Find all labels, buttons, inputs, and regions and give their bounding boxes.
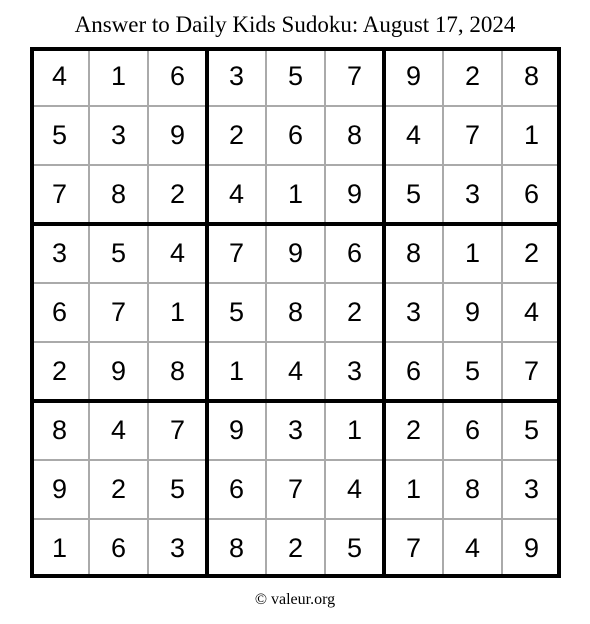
sudoku-cell: 3 (346, 356, 363, 386)
sudoku-cell: 8 (51, 415, 68, 445)
sudoku-cell: 9 (523, 533, 540, 563)
sudoku-cell: 5 (464, 356, 481, 386)
sudoku-cell: 1 (346, 415, 363, 445)
sudoku-cell: 1 (110, 61, 127, 91)
sudoku-cell: 4 (346, 474, 363, 504)
sudoku-cell: 9 (346, 179, 363, 209)
sudoku-cell: 8 (405, 238, 422, 268)
sudoku-cell: 7 (51, 179, 68, 209)
sudoku-cell: 4 (464, 533, 481, 563)
sudoku-cell: 5 (51, 120, 68, 150)
sudoku-cell: 8 (346, 120, 363, 150)
sudoku-cell: 1 (51, 533, 68, 563)
sudoku-cell: 9 (51, 474, 68, 504)
sudoku-cell: 6 (110, 533, 127, 563)
sudoku-cell: 9 (169, 120, 186, 150)
sudoku-cell: 6 (523, 179, 540, 209)
sudoku-cell: 2 (228, 120, 245, 150)
sudoku-cell: 3 (228, 61, 245, 91)
sudoku-cell: 9 (405, 61, 422, 91)
sudoku-cell: 4 (51, 61, 68, 91)
sudoku-cell: 4 (169, 238, 186, 268)
sudoku-cell: 3 (287, 415, 304, 445)
sudoku-cell: 7 (464, 120, 481, 150)
copyright-footer: © valeur.org (254, 591, 336, 608)
sudoku-cell: 7 (110, 297, 127, 327)
sudoku-cell: 9 (228, 415, 245, 445)
sudoku-cell: 1 (523, 120, 540, 150)
sudoku-cell: 3 (169, 533, 186, 563)
page-title: Answer to Daily Kids Sudoku: August 17, 2024 (74, 12, 516, 37)
sudoku-cell: 5 (110, 238, 127, 268)
sudoku-cell: 6 (464, 415, 481, 445)
sudoku-cell: 6 (51, 297, 68, 327)
sudoku-cell: 5 (287, 61, 304, 91)
sudoku-cell: 1 (464, 238, 481, 268)
sudoku-cell: 8 (228, 533, 245, 563)
sudoku-cell: 3 (464, 179, 481, 209)
sudoku-cell: 2 (51, 356, 68, 386)
sudoku-cell: 8 (464, 474, 481, 504)
sudoku-cell: 1 (169, 297, 186, 327)
sudoku-cell: 2 (110, 474, 127, 504)
sudoku-cell: 8 (110, 179, 127, 209)
sudoku-cell: 6 (287, 120, 304, 150)
sudoku-cell: 7 (169, 415, 186, 445)
sudoku-cell: 4 (405, 120, 422, 150)
sudoku-cell: 4 (287, 356, 304, 386)
sudoku-cell: 2 (405, 415, 422, 445)
sudoku-cell: 3 (405, 297, 422, 327)
sudoku-board (30, 47, 561, 578)
sudoku-cell: 7 (228, 238, 245, 268)
sudoku-cell: 4 (523, 297, 540, 327)
sudoku-cell: 5 (346, 533, 363, 563)
sudoku-cell: 5 (169, 474, 186, 504)
sudoku-cell: 3 (523, 474, 540, 504)
sudoku-cell: 1 (287, 179, 304, 209)
sudoku-cell: 5 (405, 179, 422, 209)
sudoku-cell: 8 (169, 356, 186, 386)
sudoku-cell: 2 (346, 297, 363, 327)
sudoku-cell: 1 (405, 474, 422, 504)
sudoku-cell: 5 (228, 297, 245, 327)
sudoku-cell: 3 (110, 120, 127, 150)
sudoku-cell: 2 (523, 238, 540, 268)
sudoku-cell: 8 (287, 297, 304, 327)
sudoku-cell: 6 (169, 61, 186, 91)
sudoku-cell: 7 (287, 474, 304, 504)
sudoku-cell: 7 (405, 533, 422, 563)
sudoku-cell: 2 (169, 179, 186, 209)
sudoku-cell: 4 (228, 179, 245, 209)
sudoku-cell: 6 (405, 356, 422, 386)
sudoku-cell: 6 (346, 238, 363, 268)
sudoku-cell: 2 (287, 533, 304, 563)
sudoku-cell: 5 (523, 415, 540, 445)
sudoku-cell: 7 (523, 356, 540, 386)
sudoku-cell: 9 (287, 238, 304, 268)
sudoku-cell: 7 (346, 61, 363, 91)
sudoku-cell: 4 (110, 415, 127, 445)
sudoku-cell: 9 (464, 297, 481, 327)
sudoku-cell: 6 (228, 474, 245, 504)
sudoku-cell: 9 (110, 356, 127, 386)
sudoku-cell: 8 (523, 61, 540, 91)
sudoku-cell: 2 (464, 61, 481, 91)
sudoku-cell: 1 (228, 356, 245, 386)
sudoku-cell: 3 (51, 238, 68, 268)
